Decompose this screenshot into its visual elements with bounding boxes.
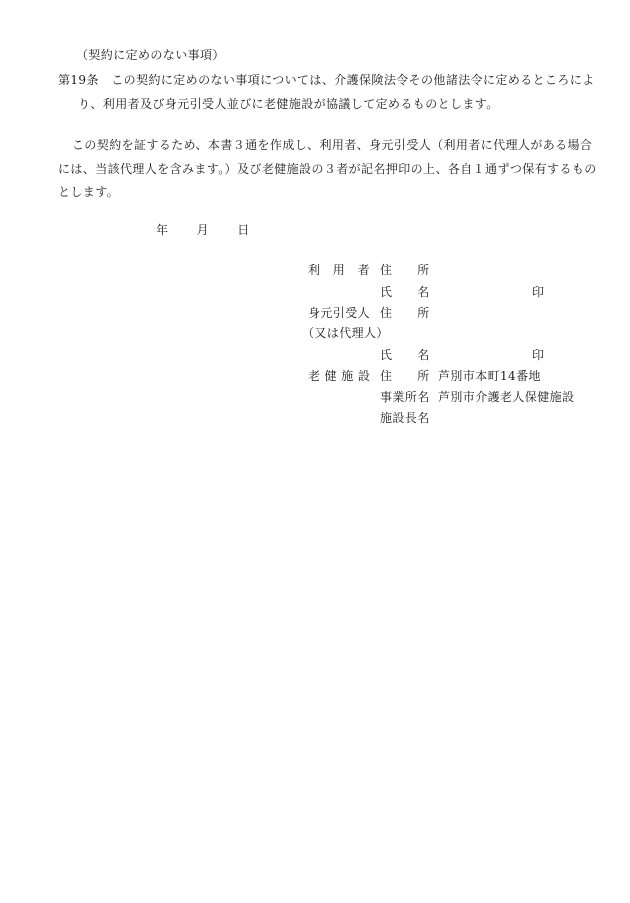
user-name-label: 氏 名: [380, 285, 430, 299]
facility-party-label: 老 健 施 設: [308, 369, 371, 383]
date-line: [156, 222, 250, 238]
attestation-line-2: には、当該代理人を含みます。）及び老健施設の３者が記名押印の上、各自１通ずつ保有するもの: [58, 162, 597, 176]
guarantor-name-label: 氏 名: [380, 348, 430, 362]
facility-office-label: 事業所名: [380, 390, 430, 404]
guarantor-party-note: （又は代理人）: [302, 326, 389, 340]
guarantor-address-label: 住 所: [380, 306, 430, 320]
user-party-label: 利 用 者: [308, 263, 371, 277]
guarantor-party-label: 身元引受人: [308, 306, 371, 320]
article-text-line-2: り、利用者及び身元引受人並びに老健施設が協議して定めるものとします。: [78, 97, 499, 111]
facility-director-label: 施設長名: [380, 411, 430, 425]
attestation-line-1: この契約を証するため、本書３通を作成し、利用者、身元引受人（利用者に代理人がある場合: [72, 138, 593, 152]
facility-address-value: 芦別市本町14番地: [438, 369, 541, 383]
date-day-label: 日: [237, 223, 250, 237]
user-address-label: 住 所: [380, 263, 430, 277]
attestation-line-3: とします。: [58, 185, 120, 199]
facility-address-label: 住 所: [380, 369, 430, 383]
date-month-label: 月: [196, 223, 210, 237]
date-year-label: 年: [156, 223, 169, 237]
user-seal-mark: 印: [532, 285, 545, 299]
facility-office-value: 芦別市介護老人保健施設: [438, 390, 575, 404]
guarantor-seal-mark: 印: [532, 348, 545, 362]
article-text-line-1: 第19条 この契約に定めのない事項については、介護保険法令その他諸法令に定めるところによ: [58, 73, 595, 87]
article-heading: （契約に定めのない事項）: [76, 48, 225, 62]
